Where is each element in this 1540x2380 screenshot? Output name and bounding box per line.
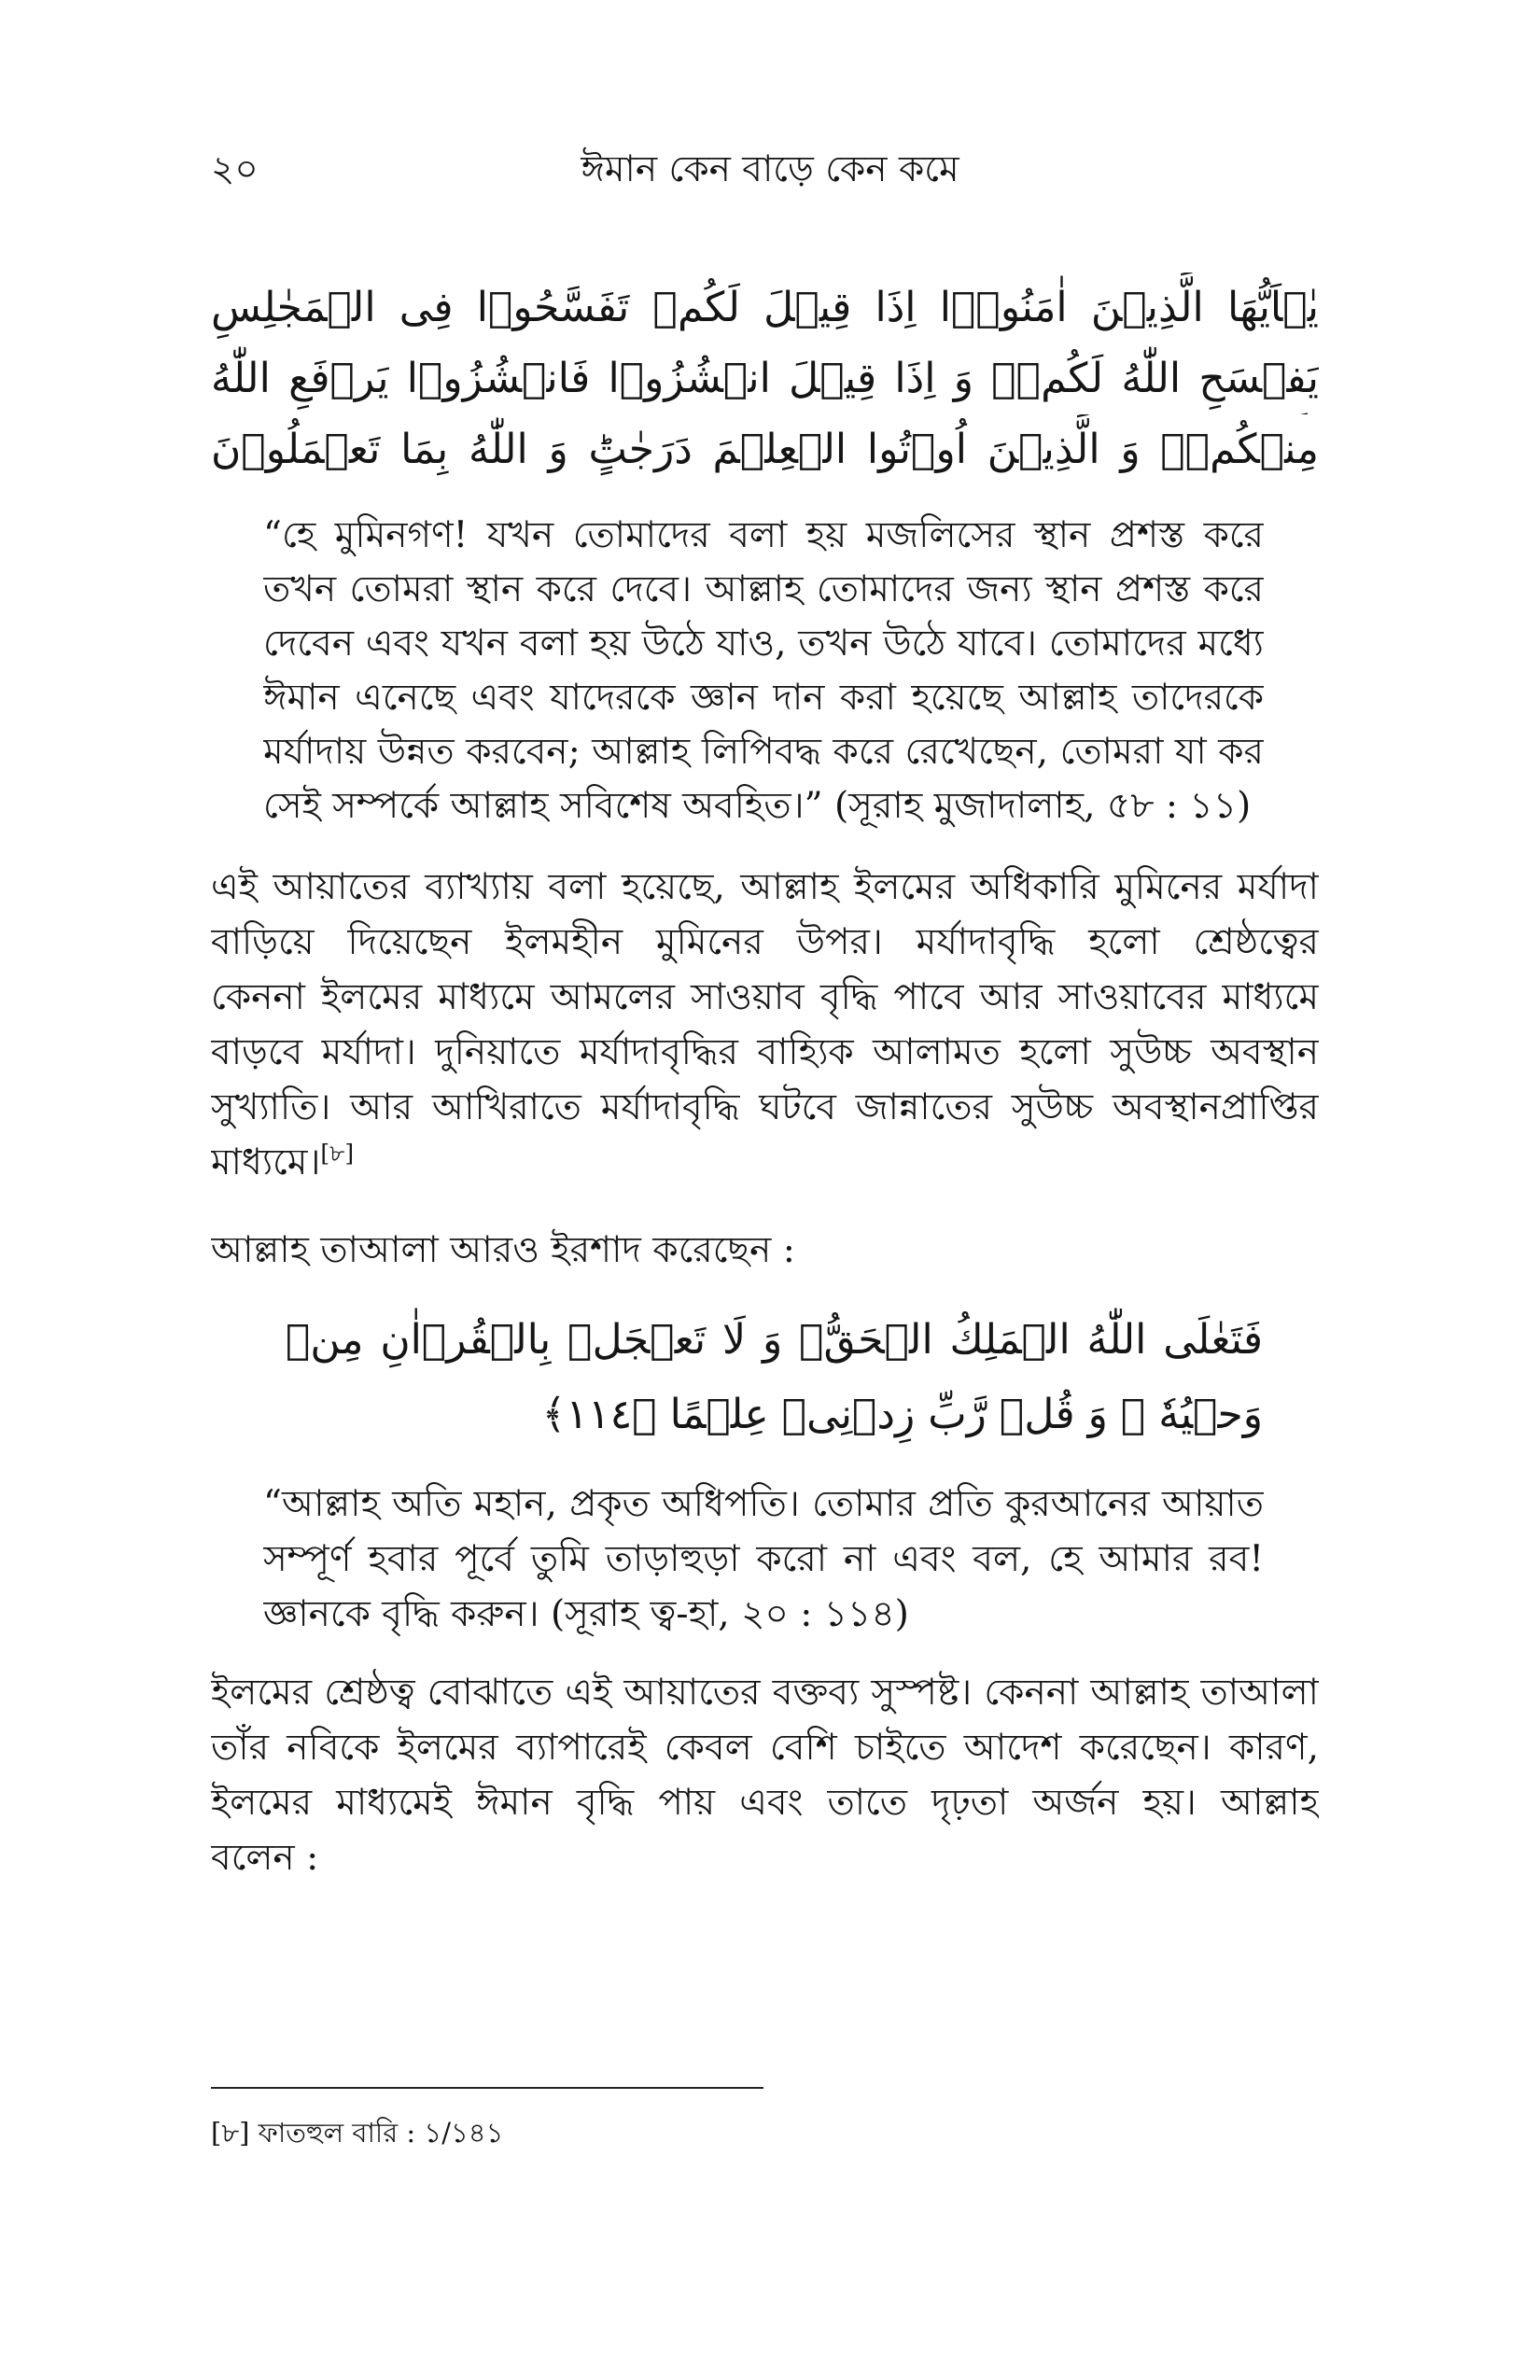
arabic-verse-block	[211, 273, 1319, 485]
translation-line: সম্পূর্ণ হবার পূর্বে তুমি তাড়াহুড়া করো না এবং বল, হে আমার রব!	[263, 1538, 1264, 1580]
footnote-text: ফাতহুল বারি : ১/১৪১	[258, 2117, 504, 2149]
paragraph-line: ইলমের মাধ্যমেই ঈমান বৃদ্ধি পায় এবং তাতে দৃঢ়তা অর্জন হয়। আল্লাহ	[211, 1782, 1319, 1824]
arabic-verse-line: فَتَعٰلَى اللّٰهُ الۡمَلِكُ الۡحَقُّۚ وَ لَا تَعۡجَلۡ بِالۡقُرۡاٰنِ مِنۡ	[286, 1316, 1263, 1364]
footnote-reference: [৮]	[320, 1140, 355, 1167]
arabic-verse-line: يَفۡسَحِ اللّٰهُ لَكُمۡۚ وَ اِذَا قِيۡلَ انۡشُزُوۡا فَانۡشُزُوۡا يَرۡفَعِ اللّٰهُ	[211, 355, 1319, 402]
verse-translation-block	[263, 1477, 1264, 1642]
translation-line: মর্যাদায় উন্নত করবেন; আল্লাহ লিপিবদ্ধ করে রেখেছেন, তোমরা যা কর	[263, 731, 1264, 773]
footnote-marker: [৮]	[211, 2117, 250, 2149]
translation-line: তখন তোমরা স্থান করে দেবে। আল্লাহ তোমাদের জন্য স্থান প্রশস্ত করে	[263, 568, 1264, 610]
arabic-verse-line: مِنۡكُمۡۙ وَ الَّذِيۡنَ اُوۡتُوا الۡعِلۡمَ دَرَجٰتٍؕ وَ اللّٰهُ بِمَا تَعۡمَلُوۡنَ	[211, 426, 1319, 473]
paragraph-line: সুখ্যাতি। আর আখিরাতে মর্যাদাবৃদ্ধি ঘটবে জান্নাতের সুউচ্চ অবস্থানপ্রাপ্তির	[211, 1086, 1319, 1128]
body-paragraph	[211, 1223, 1319, 1278]
paragraph-line: বাড়িয়ে দিয়েছেন ইলমহীন মুমিনের উপর। মর্যাদাবৃদ্ধি হলো শ্রেষ্ঠত্বের	[211, 921, 1319, 963]
verse-translation-block	[263, 509, 1264, 833]
paragraph-line: এই আয়াতের ব্যাখ্যায় বলা হয়েছে, আল্লাহ ইলমের অধিকারি মুমিনের মর্যাদা	[211, 866, 1319, 908]
paragraph-line: তাঁর নবিকে ইলমের ব্যাপারেই কেবল বেশি চাইতে আদেশ করেছেন। কারণ,	[211, 1727, 1319, 1769]
translation-line: দেবেন এবং যখন বলা হয় উঠে যাও, তখন উঠে যাবে। তোমাদের মধ্যে	[263, 623, 1264, 665]
arabic-verse-line: يٰۤاَيُّهَا الَّذِيۡنَ اٰمَنُوۡۤا اِذَا قِيۡلَ لَكُمۡ تَفَسَّحُوۡا فِى الۡمَجٰلِسِ	[211, 284, 1319, 331]
paragraph-line: বলেন :	[211, 1837, 319, 1879]
paragraph-line: কেননা ইলমের মাধ্যমে আমলের সাওয়াব বৃদ্ধি পাবে আর সাওয়াবের মাধ্যমে	[211, 976, 1319, 1018]
translation-line: “আল্লাহ অতি মহান, প্রকৃত অধিপতি। তোমার প্রতি কুরআনের আয়াত	[263, 1483, 1264, 1525]
footnote	[211, 2111, 1319, 2154]
paragraph-line: ইলমের শ্রেষ্ঠত্ব বোঝাতে এই আয়াতের বক্তব্য সুস্পষ্ট। কেননা আল্লাহ তাআলা	[211, 1672, 1319, 1714]
paragraph-line: বাড়বে মর্যাদা। দুনিয়াতে মর্যাদাবৃদ্ধির বাহ্যিক আলামত হলো সুউচ্চ অবস্থান	[211, 1031, 1319, 1073]
page-number: ২০	[211, 148, 259, 190]
arabic-verse-block	[286, 1303, 1263, 1452]
arabic-verse-line: وَحۡيُهٗ ۫ وَ قُلۡ رَّبِّ زِدۡنِىۡ عِلۡمًا ﴿١١٤﴾	[541, 1391, 1263, 1438]
running-title: ঈমান কেন বাড়ে কেন কমে	[581, 148, 959, 190]
paragraph-line	[211, 1135, 1319, 1190]
paragraph-line: আল্লাহ তাআলা আরও ইরশাদ করেছেন :	[211, 1229, 795, 1271]
footnote-separator	[211, 2087, 763, 2089]
translation-line: “হে মুমিনগণ! যখন তোমাদের বলা হয় মজলিসের স্থান প্রশস্ত করে	[263, 514, 1264, 556]
translation-line: সেই সম্পর্কে আল্লাহ সবিশেষ অবহিত।” (সূরাহ মুজাদালাহ, ৫৮ : ১১)	[263, 785, 1252, 827]
body-paragraph	[211, 1665, 1319, 1885]
translation-line: জ্ঞানকে বৃদ্ধি করুন। (সূরাহ ত্ব-হা, ২০ : ১১৪)	[263, 1593, 909, 1635]
translation-line: ঈমান এনেছে এবং যাদেরকে জ্ঞান দান করা হয়েছে আল্লাহ তাদেরকে	[263, 677, 1264, 719]
paragraph-line-text: মাধ্যমে।	[211, 1141, 321, 1183]
body-paragraph	[211, 860, 1319, 1190]
